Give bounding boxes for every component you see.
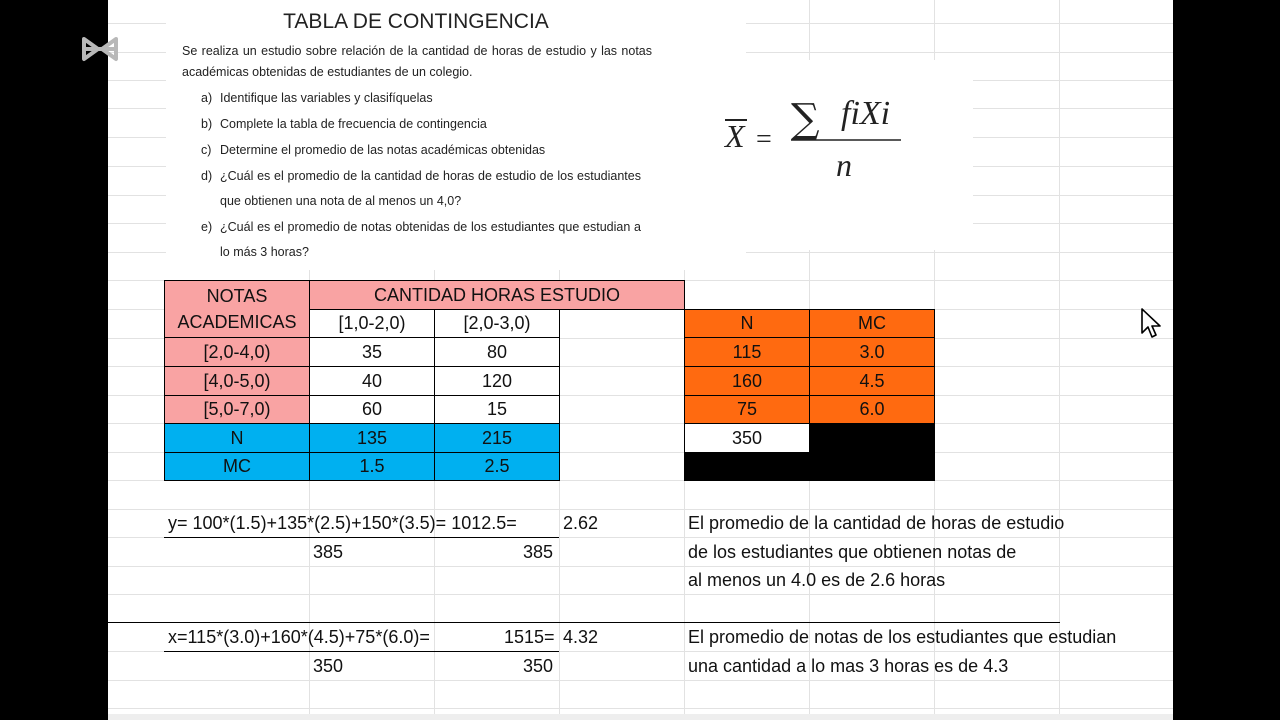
row-label-n[interactable]: N [164,423,310,453]
calc-x-denominator[interactable]: 350 [523,656,554,676]
answer-y-line[interactable]: de los estudiantes que obtienen notas de [688,542,1017,562]
table-cell[interactable]: 135 [309,423,435,453]
mouse-cursor-icon [1140,307,1164,341]
gridline [108,594,1173,595]
question-letter: e) [201,220,213,234]
answer-x-line[interactable]: El promedio de notas de los estudiantes que estudian [688,627,1117,647]
table-cell[interactable]: 35 [309,337,435,367]
calc-x-value[interactable]: 1515= [504,627,555,647]
table-cell[interactable]: 1.5 [309,452,435,481]
watermark-logo-icon [82,35,118,63]
side-cell-mc[interactable]: 3.0 [809,337,935,367]
question-text: Determine el promedio de las notas académicas obtenidas [220,143,546,157]
formula-equals: = [756,124,772,155]
calc-x-denominator[interactable]: 350 [313,656,344,676]
sheet-bottom-bar [108,714,1173,720]
table-cell[interactable]: 120 [434,366,560,396]
mean-formula-image[interactable] [673,60,973,250]
gridline [108,509,1173,510]
side-cell-mc[interactable]: 4.5 [809,366,935,396]
side-cell-n[interactable]: 75 [684,395,810,424]
question-text: ¿Cuál es el promedio de notas obtenidas de los estudiantes que estudian a lo más 3 horas? [220,220,641,259]
side-cell-mc[interactable]: 6.0 [809,395,935,424]
black-filled-cell[interactable] [684,452,935,481]
table-cell[interactable]: 215 [434,423,560,453]
table-cell[interactable]: 40 [309,366,435,396]
table-cell[interactable]: 60 [309,395,435,424]
question-text: Identifique las variables y clasifíquelas [220,91,433,105]
row-label-mc[interactable]: MC [164,452,310,481]
question-text: Complete la tabla de frecuencia de contingencia [220,117,487,131]
answer-x-line[interactable]: una cantidad a lo mas 3 horas es de 4.3 [688,656,1009,676]
header-col-1[interactable]: [1,0-2,0) [309,309,435,338]
answer-y-line[interactable]: al menos un 4.0 es de 2.6 horas [688,570,946,590]
calc-x-result[interactable]: 4.32 [563,627,599,647]
separator-line [108,622,1060,623]
gridline [108,680,1173,681]
calc-y-denominator[interactable]: 385 [523,542,554,562]
row-label[interactable]: [5,0-7,0) [164,395,310,424]
answer-y-line[interactable]: El promedio de la cantidad de horas de estudio [688,513,1065,533]
black-filled-cell[interactable] [809,423,935,453]
problem-statement-image[interactable] [166,0,746,270]
row-label[interactable]: [2,0-4,0) [164,337,310,367]
header-notas-line2: ACADEMICAS [177,311,297,332]
question-letter: a) [201,91,213,105]
table-cell[interactable]: 80 [434,337,560,367]
side-header-n[interactable]: N [684,309,810,338]
question-text: ¿Cuál es el promedio de la cantidad de horas de estudio de los estudiantes que obtienen una nota de al menos un 4,0? [220,169,641,208]
question-letter: c) [201,143,212,157]
calc-x-expression[interactable]: x=115*(3.0)+160*(4.5)+75*(6.0)= [168,627,430,647]
gridline [108,566,1173,567]
calc-y-expression[interactable]: y= 100*(1.5)+135*(2.5)+150*(3.5)= 1012.5= [168,513,517,533]
side-cell-n[interactable]: 160 [684,366,810,396]
spreadsheet-area[interactable] [108,0,1173,720]
header-col-2[interactable]: [2,0-3,0) [434,309,560,338]
formula-numerator: fiXi [841,95,891,132]
formula-sigma: ∑ [791,96,820,142]
question-letter: b) [201,117,213,131]
table-cell[interactable]: 15 [434,395,560,424]
calc-y-result[interactable]: 2.62 [563,513,599,533]
header-cantidad-horas[interactable]: CANTIDAD HORAS ESTUDIO [309,280,685,310]
mean-formula [673,60,973,250]
side-header-mc[interactable]: MC [809,309,935,338]
header-notas-academicas[interactable] [164,280,310,338]
header-notas-line1: NOTAS [206,285,268,306]
statement-intro: Se realiza un estudio sobre relación de la cantidad de horas de estudio y las notas académicas obtenidas de estudiantes de un colegio. [182,44,652,79]
formula-denominator: n [836,147,852,183]
row-label[interactable]: [4,0-5,0) [164,366,310,396]
formula-lhs: X [725,118,745,154]
side-total-n[interactable]: 350 [684,423,810,453]
statement-title: TABLA DE CONTINGENCIA [283,10,549,33]
fraction-bar [164,651,559,652]
table-cell[interactable]: 2.5 [434,452,560,481]
side-cell-n[interactable]: 115 [684,337,810,367]
calc-y-denominator[interactable]: 385 [313,542,344,562]
gridline [108,708,1173,709]
fraction-bar [164,537,559,538]
question-letter: d) [201,169,213,183]
